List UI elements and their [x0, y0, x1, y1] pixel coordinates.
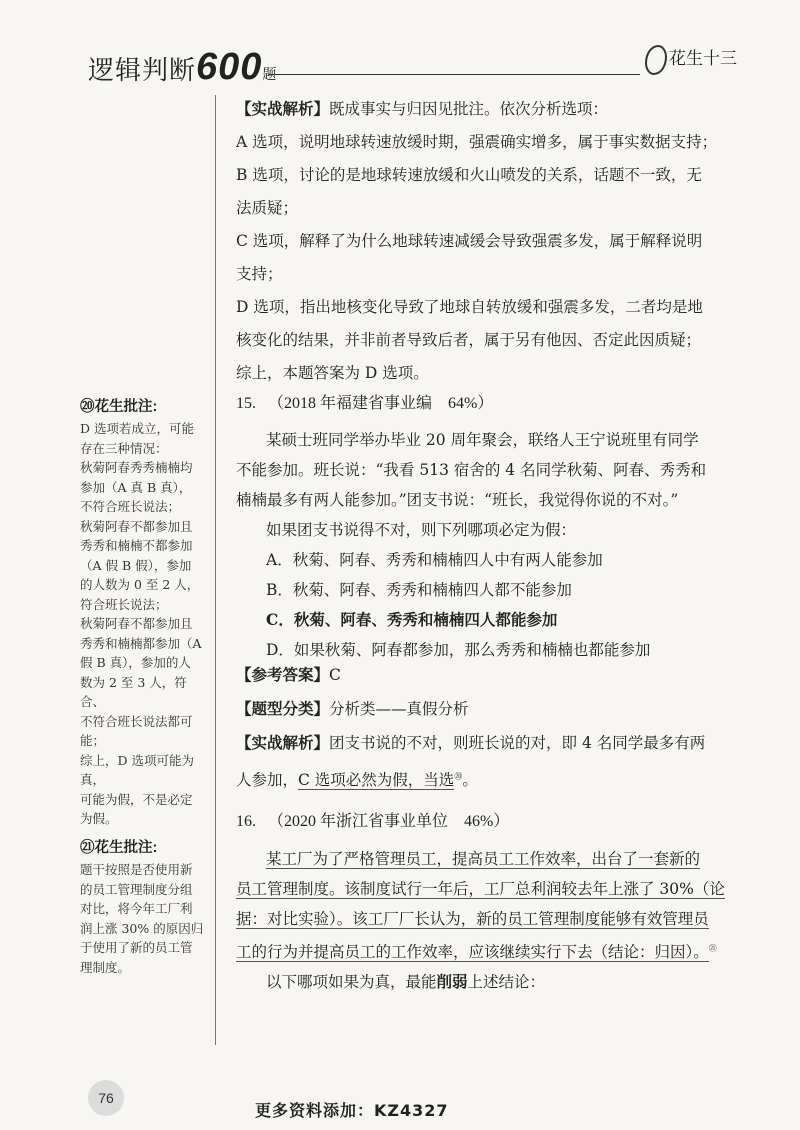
- prev-analysis-intro: 既成事实与归因见批注。依次分析选项：: [329, 100, 609, 118]
- header-title-number: 600: [196, 46, 263, 88]
- margin-divider: [215, 95, 216, 1045]
- q15-stem-line: 不能参加。班长说：“我看 513 宿舍的 4 名同学秋菊、阿春、秀秀和: [236, 461, 707, 479]
- q15-option-d: D．如果秋菊、阿春都参加，那么秀秀和楠楠也都能参加: [266, 641, 651, 659]
- note-line: 可能为假，不是必定: [80, 791, 193, 807]
- note-line: 于使用了新的员工管: [80, 940, 193, 955]
- note-line: 题干按照是否使用新: [80, 862, 193, 877]
- note-line: 假 B 真），参加的人: [80, 655, 191, 670]
- q16-stem: [236, 844, 751, 997]
- q16-heading: [236, 808, 509, 831]
- note-line: （A 假 B 假），参加: [80, 557, 192, 573]
- q15-type-label: 【题型分类】: [236, 699, 330, 718]
- note-line: 秀秀和楠楠不都参加: [80, 538, 193, 553]
- prev-analysis-line: 核变化的结果，并非前者导致后者，属于另有他因、否定此因质疑；: [236, 331, 702, 349]
- footer-note: 更多资料添加：KZ4327: [255, 1101, 449, 1120]
- header-badge-text: 花生十三: [669, 49, 737, 68]
- q15-question: 如果团支书说得不对，则下列哪项必定为假：: [266, 521, 577, 539]
- note-line: 秋菊阿春不都参加且: [80, 616, 193, 631]
- prev-analysis: [236, 92, 746, 390]
- note-line: 秋菊阿春秀秀楠楠均: [80, 460, 193, 475]
- q15-analysis-line1: 团支书说的不对，则班长说的对，即 4 名同学最多有两: [329, 734, 706, 752]
- q15-answer-block: [236, 658, 746, 797]
- note-21-title: ㉑花生批注:: [80, 840, 158, 856]
- q16-number: 16.: [236, 813, 256, 830]
- note-line: 符合班长说法；: [80, 596, 168, 612]
- prev-analysis-line: 综上，本题答案为 D 选项。: [236, 364, 429, 382]
- note-line: 为假。: [80, 811, 118, 826]
- q16-source: （2020 年浙江省事业单位 46%）: [268, 813, 510, 830]
- q15-heading: [236, 390, 493, 413]
- note-line: 不符合班长说法都可: [80, 713, 193, 729]
- q15-option-b: B．秋菊、阿春、秀秀和楠楠四人都不能参加: [266, 581, 572, 599]
- header-title-prefix: 逻辑判断: [88, 55, 197, 85]
- prev-analysis-line: A 选项，说明地球转速放缓时期，强震确实增多，属于事实数据支持；: [236, 133, 718, 151]
- note-20-title: ⑳花生批注:: [80, 399, 158, 415]
- q15-analysis-label: 【实战解析】: [236, 733, 330, 752]
- header-badge: [645, 44, 737, 75]
- q15-analysis-underlined: C 选项必然为假，当选: [298, 771, 455, 790]
- q15-number: 15.: [236, 395, 256, 412]
- q15-analysis-end: 。: [462, 771, 478, 790]
- q15-option-a: A．秋菊、阿春、秀秀和楠楠四人中有两人能参加: [266, 551, 603, 569]
- header-title-suffix: 题: [262, 66, 278, 82]
- q15-source: （2018 年福建省事业编 64%）: [268, 395, 494, 412]
- note-line: 对比，将今年工厂利: [80, 901, 193, 916]
- note-line: 的人数为 0 至 2 人，: [80, 577, 200, 592]
- prev-analysis-line: 法质疑；: [236, 199, 299, 217]
- running-header-title: [88, 46, 277, 89]
- leaf-icon: [645, 45, 667, 75]
- prev-analysis-line: C 选项，解释了为什么地球转速减缓会导致强震多发，属于解释说明: [236, 232, 703, 250]
- note-line: 不符合班长说法；: [80, 499, 181, 514]
- q15-stem: [236, 425, 746, 665]
- note-line: 参加（A 真 B 真），: [80, 479, 192, 495]
- page-number: 76: [88, 1080, 124, 1116]
- note-line: 存在三种情况：: [80, 440, 168, 456]
- prev-analysis-line: B 选项，讨论的是地球转速放缓和火山喷发的关系，话题不一致，无: [236, 166, 702, 184]
- prev-analysis-line: 支持；: [236, 265, 283, 283]
- q15-answer-label: 【参考答案】: [236, 665, 330, 684]
- note-line: 综上，D 选项可能为真，: [80, 752, 194, 787]
- margin-note-21: [80, 836, 210, 977]
- note-line: D 选项若成立，可能: [80, 421, 194, 436]
- note-line: 理制度。: [80, 959, 131, 975]
- q16-question-bold: 削弱: [436, 972, 468, 992]
- header-rule: [268, 74, 640, 75]
- q16-stem-line: 员工管理制度。该制度试行一年后，工厂总利润较去年上涨了 30%（论: [236, 880, 725, 898]
- margin-note-20: [80, 395, 210, 829]
- q16-question-pre: 以下哪项如果为真，最能: [266, 973, 437, 992]
- q15-stem-line: 某硕士班同学举办毕业 20 周年聚会，联络人王宁说班里有同学: [266, 431, 699, 449]
- q15-type: 分析类——真假分析: [329, 700, 469, 718]
- q16-stem-line: 工的行为并提高员工的工作效率，应该继续实行下去（结论：归因）。: [236, 943, 709, 962]
- q15-analysis-line2: 人参加，: [236, 771, 299, 790]
- prev-analysis-label: 【实战解析】: [236, 99, 330, 118]
- q16-stem-line: 某工厂为了严格管理员工，提高员工工作效率，出台了一套新的: [266, 850, 701, 868]
- note-line: 能；: [80, 733, 106, 748]
- note-line: 秀秀和楠楠都参加（A: [80, 635, 202, 651]
- q16-question-post: 上述结论：: [467, 973, 546, 992]
- note-line: 秋菊阿春不都参加且: [80, 518, 193, 534]
- q15-option-c: C．秋菊、阿春、秀秀和楠楠四人都能参加: [266, 610, 558, 629]
- q15-answer: C: [329, 666, 341, 684]
- q16-note-marker: ㉑: [708, 944, 717, 953]
- note-line: 的员工管理制度分组: [80, 881, 193, 897]
- q15-note-marker: ⑳: [454, 772, 463, 781]
- q16-stem-line: 据：对比实验）。该工厂厂长认为，新的员工管理制度能够有效管理员: [236, 910, 709, 928]
- note-line: 润上涨 30% 的原因归: [80, 920, 204, 936]
- prev-analysis-line: D 选项，指出地核变化导致了地球自转放缓和强震多发，二者均是地: [236, 298, 703, 316]
- note-line: 数为 2 至 3 人，符合、: [80, 674, 187, 709]
- q15-stem-line: 楠楠最多有两人能参加。”团支书说：“班长，我觉得你说的不对。”: [236, 491, 679, 509]
